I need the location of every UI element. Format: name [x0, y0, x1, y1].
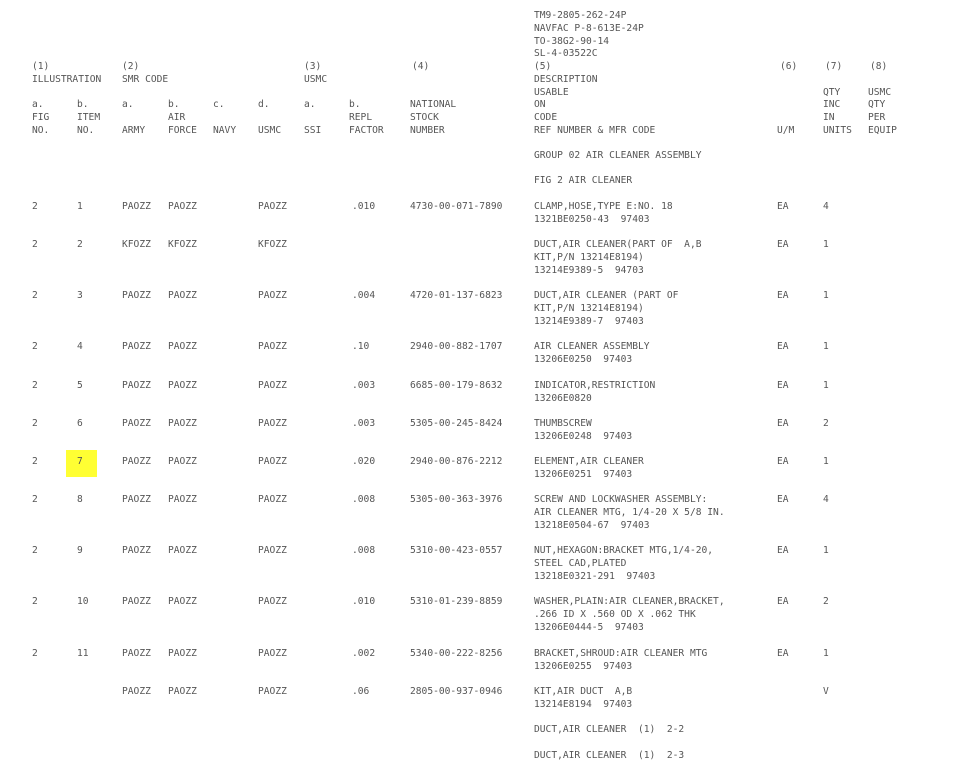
description-line: 13206E0444-5 97403	[534, 621, 644, 633]
description-line: WASHER,PLAIN:AIR CLEANER,BRACKET,	[534, 596, 725, 607]
col7-in: IN	[823, 112, 835, 124]
national-stock-number: 5310-00-423-0557	[410, 545, 503, 556]
national-stock-number: 2805-00-937-0946	[410, 686, 503, 697]
col7-number: (7)	[825, 61, 843, 72]
col5-number: (5)	[534, 61, 552, 72]
national-stock-number: 5340-00-222-8256	[410, 648, 503, 659]
col8-equip: EQUIP	[868, 125, 897, 136]
qty-inc-in-units: 4	[823, 201, 829, 212]
repl-factor: .06	[352, 686, 370, 697]
national-stock-number: 4720-01-137-6823	[410, 290, 503, 301]
unit-of-measure: EA	[777, 201, 789, 212]
item-number: 8	[77, 494, 83, 505]
description-line: .266 ID X .560 OD X .062 THK	[534, 608, 696, 620]
repl-factor: .003	[352, 418, 376, 429]
repl-factor: .004	[352, 290, 376, 301]
smr-usmc: PAOZZ	[258, 545, 287, 556]
description-line: BRACKET,SHROUD:AIR CLEANER MTG	[534, 648, 708, 659]
smr-usmc: PAOZZ	[258, 686, 287, 697]
item-number: 9	[77, 545, 83, 556]
national-stock-number: 6685-00-179-8632	[410, 380, 503, 391]
smr-air-force: PAOZZ	[168, 456, 197, 467]
item-number: 4	[77, 341, 83, 352]
smr-usmc: PAOZZ	[258, 418, 287, 429]
item-number: 1	[77, 201, 83, 212]
figure-title: FIG 2 AIR CLEANER	[534, 175, 633, 186]
description-line: ELEMENT,AIR CLEANER	[534, 456, 644, 467]
smr-army: PAOZZ	[122, 596, 151, 607]
item-number: 7	[77, 456, 83, 467]
col7-qty: QTY	[823, 86, 841, 98]
item-number: 2	[77, 239, 83, 250]
ssi-header: SSI	[304, 125, 322, 136]
national-stock-number: 2940-00-882-1707	[410, 341, 503, 352]
smr-air-force: PAOZZ	[168, 380, 197, 391]
smr-usmc: PAOZZ	[258, 494, 287, 505]
repl-factor: .020	[352, 456, 376, 467]
smr-air-force: PAOZZ	[168, 686, 197, 697]
nsn-header-national: NATIONAL	[410, 99, 457, 111]
smr-usmc: KFOZZ	[258, 239, 287, 250]
national-stock-number: 5305-00-245-8424	[410, 418, 503, 429]
repl-factor: .008	[352, 545, 376, 556]
national-stock-number: 4730-00-071-7890	[410, 201, 503, 212]
fig-number: 2	[32, 494, 38, 505]
col8-qty: QTY	[868, 99, 886, 111]
description-line: 13206E0250 97403	[534, 353, 633, 365]
unit-of-measure: EA	[777, 494, 789, 505]
item-header-b: b.	[77, 99, 89, 111]
description-line: 13206E0248 97403	[534, 430, 633, 442]
airforce-header-b: b.	[168, 99, 180, 111]
smr-air-force: PAOZZ	[168, 201, 197, 212]
unit-of-measure: EA	[777, 290, 789, 301]
description-line: 13206E0251 97403	[534, 468, 633, 480]
unit-of-measure: EA	[777, 341, 789, 352]
col8-per: PER	[868, 112, 886, 124]
fig-number: 2	[32, 380, 38, 391]
qty-inc-in-units: 1	[823, 239, 829, 250]
col8-number: (8)	[870, 61, 888, 72]
national-stock-number: 2940-00-876-2212	[410, 456, 503, 467]
col7-inc: INC	[823, 99, 841, 111]
airforce-header-force: FORCE	[168, 125, 197, 136]
item-number: 11	[77, 648, 89, 659]
airforce-header-air: AIR	[168, 112, 186, 124]
smr-usmc: PAOZZ	[258, 201, 287, 212]
smr-army: KFOZZ	[122, 239, 151, 250]
page-id-line-3: TO-38G2-90-14	[534, 35, 610, 47]
col6-number: (6)	[780, 61, 798, 72]
smr-army: PAOZZ	[122, 418, 151, 429]
description-line: DUCT,AIR CLEANER(PART OF A,B	[534, 239, 702, 250]
fig-header-no: NO.	[32, 125, 50, 136]
description-line: AIR CLEANER ASSEMBLY	[534, 341, 650, 352]
smr-army: PAOZZ	[122, 380, 151, 391]
smr-army: PAOZZ	[122, 494, 151, 505]
repl-header-repl: REPL	[349, 112, 373, 124]
nsn-header-stock: STOCK	[410, 112, 439, 124]
description-line: 13218E0321-291 97403	[534, 570, 656, 582]
col2-title: SMR CODE	[122, 73, 169, 85]
fig-number: 2	[32, 418, 38, 429]
repl-factor: .003	[352, 380, 376, 391]
smr-army: PAOZZ	[122, 341, 151, 352]
repl-header-factor: FACTOR	[349, 125, 384, 136]
item-number: 5	[77, 380, 83, 391]
smr-usmc: PAOZZ	[258, 380, 287, 391]
page-id-line-2: NAVFAC P-8-613E-24P	[534, 22, 644, 34]
col2-number: (2)	[122, 61, 140, 72]
smr-usmc: PAOZZ	[258, 456, 287, 467]
repl-factor: .010	[352, 596, 376, 607]
group-title: GROUP 02 AIR CLEANER ASSEMBLY	[534, 150, 702, 161]
smr-air-force: PAOZZ	[168, 494, 197, 505]
smr-army: PAOZZ	[122, 545, 151, 556]
national-stock-number: 5305-00-363-3976	[410, 494, 503, 505]
description-line: 13214E8194 97403	[534, 698, 633, 710]
fig-number: 2	[32, 596, 38, 607]
page-id-line-4: SL-4-03522C	[534, 48, 598, 60]
description-line: KIT,P/N 13214E8194)	[534, 251, 644, 263]
item-number: 6	[77, 418, 83, 429]
description-line: THUMBSCREW	[534, 418, 592, 429]
fig-header-a: a.	[32, 99, 44, 111]
smr-air-force: PAOZZ	[168, 290, 197, 301]
description-line: 13206E0255 97403	[534, 660, 633, 672]
unit-of-measure: EA	[777, 418, 789, 429]
description-line: INDICATOR,RESTRICTION	[534, 380, 656, 391]
fig-number: 2	[32, 456, 38, 467]
smr-army: PAOZZ	[122, 201, 151, 212]
fig-header-fig: FIG	[32, 112, 50, 124]
fig-number: 2	[32, 239, 38, 250]
col3-title: USMC	[304, 73, 328, 85]
col8-usmc: USMC	[868, 86, 892, 98]
smr-usmc: PAOZZ	[258, 596, 287, 607]
description-line: NUT,HEXAGON:BRACKET MTG,1/4-20,	[534, 545, 714, 556]
fig-number: 2	[32, 545, 38, 556]
usmc-header: USMC	[258, 125, 282, 136]
smr-army: PAOZZ	[122, 648, 151, 659]
unit-of-measure: EA	[777, 596, 789, 607]
smr-army: PAOZZ	[122, 686, 151, 697]
qty-inc-in-units: 1	[823, 456, 829, 467]
national-stock-number: 5310-01-239-8859	[410, 596, 503, 607]
col5-title: DESCRIPTION	[534, 73, 598, 85]
description-line: SCREW AND LOCKWASHER ASSEMBLY:	[534, 494, 708, 505]
item-number: 10	[77, 596, 89, 607]
col6-title: U/M	[777, 125, 795, 136]
smr-army: PAOZZ	[122, 290, 151, 301]
qty-inc-in-units: 1	[823, 290, 829, 301]
qty-inc-in-units: 1	[823, 341, 829, 352]
description-line: DUCT,AIR CLEANER (1) 2-3	[534, 750, 685, 761]
description-line: 1321BE0250-43 97403	[534, 213, 650, 225]
item-header-no: NO.	[77, 125, 95, 136]
qty-inc-in-units: 1	[823, 380, 829, 391]
description-line: DUCT,AIR CLEANER (PART OF	[534, 290, 679, 301]
qty-inc-in-units: V	[823, 686, 829, 697]
qty-inc-in-units: 2	[823, 596, 829, 607]
description-line: AIR CLEANER MTG, 1/4-20 X 5/8 IN.	[534, 506, 725, 518]
description-line: KIT,AIR DUCT A,B	[534, 686, 633, 697]
col4-number: (4)	[412, 61, 430, 72]
smr-air-force: PAOZZ	[168, 596, 197, 607]
col5-ref: REF NUMBER & MFR CODE	[534, 125, 656, 136]
description-line: CLAMP,HOSE,TYPE E:NO. 18	[534, 201, 673, 212]
item-header-item: ITEM	[77, 112, 101, 124]
army-header-a: a.	[122, 99, 134, 111]
description-line: DUCT,AIR CLEANER (1) 2-2	[534, 724, 685, 736]
fig-number: 2	[32, 341, 38, 352]
qty-inc-in-units: 4	[823, 494, 829, 505]
description-line: 13218E0504-67 97403	[534, 519, 650, 531]
page-id-line-1: TM9-2805-262-24P	[534, 10, 627, 21]
col1-title: ILLUSTRATION	[32, 73, 102, 85]
nsn-header-number: NUMBER	[410, 125, 445, 136]
smr-air-force: PAOZZ	[168, 341, 197, 352]
description-line: 13214E9389-7 97403	[534, 315, 644, 327]
col7-units: UNITS	[823, 125, 852, 136]
ssi-header-a: a.	[304, 99, 316, 111]
smr-air-force: PAOZZ	[168, 545, 197, 556]
fig-number: 2	[32, 201, 38, 212]
item-number: 3	[77, 290, 83, 301]
repl-factor: .10	[352, 341, 370, 352]
description-line: STEEL CAD,PLATED	[534, 557, 627, 569]
unit-of-measure: EA	[777, 648, 789, 659]
col1-number: (1)	[32, 61, 50, 72]
unit-of-measure: EA	[777, 239, 789, 250]
navy-header-c: c.	[213, 99, 225, 111]
usmc-header-d: d.	[258, 99, 270, 111]
col5-on: ON	[534, 99, 546, 111]
unit-of-measure: EA	[777, 380, 789, 391]
smr-usmc: PAOZZ	[258, 341, 287, 352]
qty-inc-in-units: 2	[823, 418, 829, 429]
smr-air-force: PAOZZ	[168, 648, 197, 659]
unit-of-measure: EA	[777, 456, 789, 467]
col5-usable: USABLE	[534, 86, 569, 98]
smr-usmc: PAOZZ	[258, 290, 287, 301]
description-line: 13214E9389-5 94703	[534, 264, 644, 276]
repl-header-b: b.	[349, 99, 361, 111]
repl-factor: .002	[352, 648, 376, 659]
repl-factor: .008	[352, 494, 376, 505]
qty-inc-in-units: 1	[823, 545, 829, 556]
fig-number: 2	[32, 290, 38, 301]
smr-air-force: KFOZZ	[168, 239, 197, 250]
col5-code: CODE	[534, 112, 558, 124]
unit-of-measure: EA	[777, 545, 789, 556]
qty-inc-in-units: 1	[823, 648, 829, 659]
description-line: 13206E0820	[534, 392, 592, 404]
navy-header: NAVY	[213, 125, 237, 136]
smr-army: PAOZZ	[122, 456, 151, 467]
smr-air-force: PAOZZ	[168, 418, 197, 429]
smr-usmc: PAOZZ	[258, 648, 287, 659]
fig-number: 2	[32, 648, 38, 659]
army-header: ARMY	[122, 125, 146, 136]
col3-number: (3)	[304, 61, 322, 72]
description-line: KIT,P/N 13214E8194)	[534, 302, 644, 314]
repl-factor: .010	[352, 201, 376, 212]
